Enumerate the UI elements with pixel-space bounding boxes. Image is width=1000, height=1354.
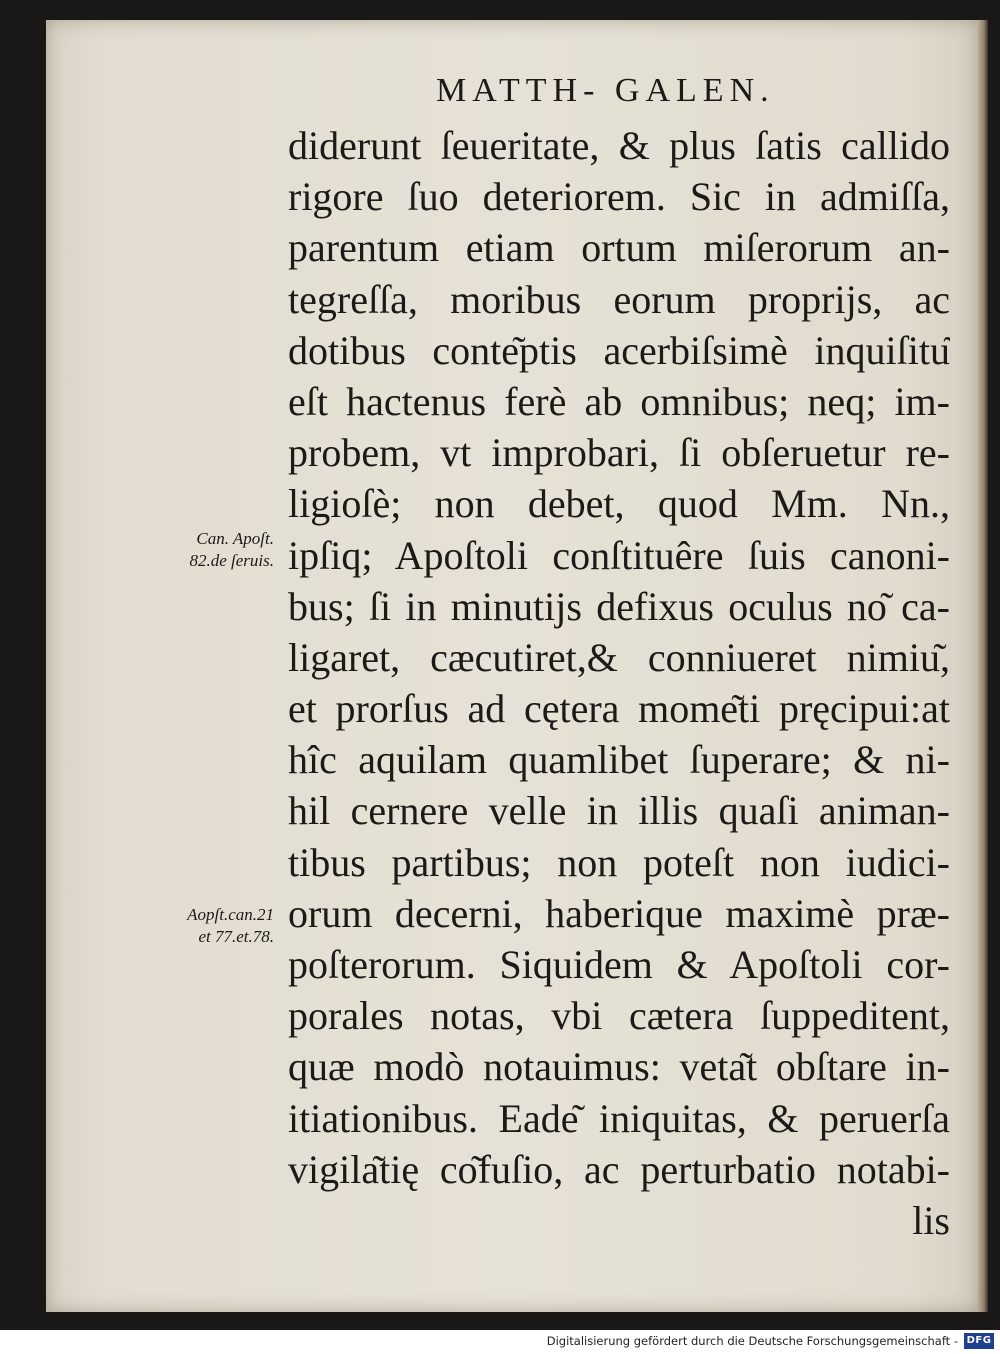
margin-note-line: et 77.et.78. xyxy=(198,927,274,946)
dfg-logo-icon: DFG xyxy=(964,1333,994,1349)
text-line: ipſiq; Apoſtoli conſtituêre ſuis canoni- xyxy=(288,532,950,578)
text-line: quæ modò notauimus: veta͂t obſtare in- xyxy=(288,1044,950,1090)
text-line: hil cernere velle in illis quaſi animan- xyxy=(288,788,950,834)
digitization-credit: Digitalisierung gefördert durch die Deutsche Forschungsgemeinschaft - xyxy=(546,1334,958,1348)
text-line: vigila͂tię co͂fuſio, ac perturbatio notabi- xyxy=(288,1146,950,1192)
running-head: MATTH- GALEN. xyxy=(436,72,775,109)
footer-bar xyxy=(0,1330,1000,1354)
text-line: probem, vt improbari, ſi obſeruetur re- xyxy=(288,430,950,476)
text-line: parentum etiam ortum miſerorum an- xyxy=(288,225,950,271)
text-line: porales notas, vbi cætera ſuppeditent, xyxy=(288,993,950,1039)
margin-note-line: Can. Apoſt. xyxy=(196,529,274,548)
text-line: rigore ſuo deteriorem. Sic in admiſſa, xyxy=(288,174,950,220)
margin-note-line: Aopſt.can.21 xyxy=(187,905,274,924)
text-line: bus; ſi in minutijs defixus oculus no͂ ca- xyxy=(288,583,950,629)
page-edge xyxy=(978,20,988,1312)
text-line: hîc aquilam quamlibet ſuperare; & ni- xyxy=(288,737,950,783)
text-line: et prorſus ad cętera mome͂ti pręcipui:at xyxy=(288,686,950,732)
body-text xyxy=(288,120,950,1246)
margin-note-canon xyxy=(134,528,274,572)
text-line: ligaret, cæcutiret,& conniueret nimiu͂, xyxy=(288,634,950,680)
text-line: poſterorum. Siquidem & Apoſtoli cor- xyxy=(288,942,950,987)
margin-note-apostolic xyxy=(134,904,274,948)
text-line: tegreſſa, moribus eorum proprijs, ac xyxy=(288,276,950,322)
text-line: tibus partibus; non poteſt non iudici- xyxy=(288,839,950,885)
text-line: diderunt ſeueritate, & plus ſatis callido xyxy=(288,123,950,168)
text-line: eſt hactenus ferè ab omnibus; neq; im- xyxy=(288,378,950,424)
margin-note-line: 82.de ſeruis. xyxy=(189,551,274,570)
text-line: orum decerni, haberique maximè præ- xyxy=(288,890,950,936)
text-line: ligioſè; non debet, quod Mm. Nn., xyxy=(288,481,950,527)
catchword: lis xyxy=(912,1197,950,1243)
text-line: itiationibus. Eade͂ iniquitas, & peruerſa xyxy=(288,1095,950,1141)
text-line: dotibus conte͂ptis acerbiſsimè inquiſitu͂ xyxy=(288,327,950,373)
